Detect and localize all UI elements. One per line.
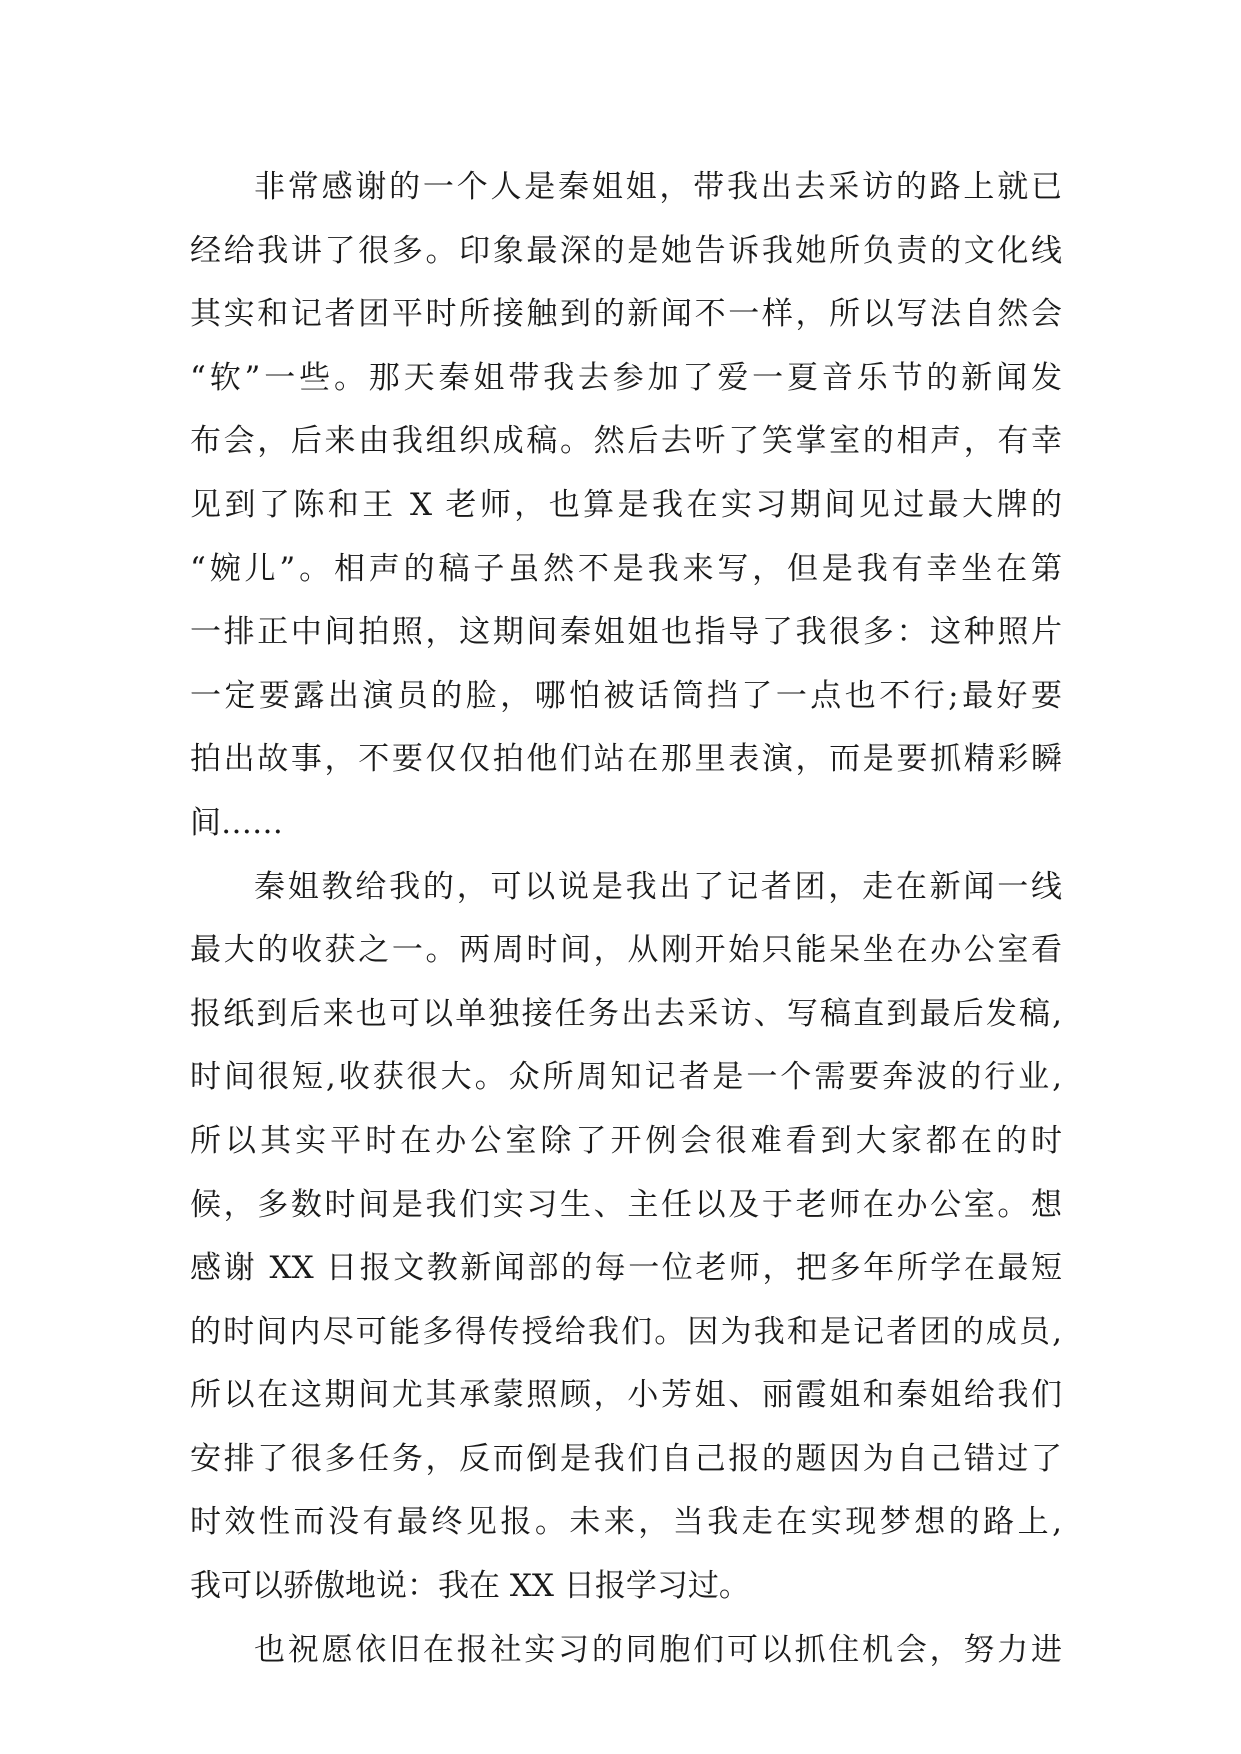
paragraph-1 (190, 156, 1062, 856)
text-line: 报纸到后来也可以单独接任务出去采访、写稿直到最后发稿, (190, 995, 1062, 1032)
text-line: 见到了陈和王 X 老师，也算是我在实习期间见过最大牌的 (190, 486, 1062, 523)
text-line: 布会，后来由我组织成稿。然后去听了笑掌室的相声，有幸 (190, 423, 1062, 460)
paragraph-3 (190, 1619, 1062, 1683)
text-line: 时间很短,收获很大。众所周知记者是一个需要奔波的行业, (190, 1059, 1062, 1096)
text-line: 候，多数时间是我们实习生、主任以及于老师在办公室。想 (190, 1186, 1062, 1223)
text-line: “软”一些。那天秦姐带我去参加了爱一夏音乐节的新闻发 (190, 359, 1062, 396)
text-line: “婉儿”。相声的稿子虽然不是我来写，但是我有幸坐在第 (190, 550, 1062, 587)
text-line: 我可以骄傲地说：我在 XX 日报学习过。 (190, 1568, 750, 1605)
text-line: 安排了很多任务，反而倒是我们自己报的题因为自己错过了 (190, 1440, 1062, 1477)
text-line: 所以在这期间尤其承蒙照顾，小芳姐、丽霞姐和秦姐给我们 (190, 1377, 1062, 1414)
text-line: 经给我讲了很多。印象最深的是她告诉我她所负责的文化线 (190, 232, 1062, 269)
text-line: 其实和记者团平时所接触到的新闻不一样，所以写法自然会 (190, 296, 1062, 333)
text-line: 所以其实平时在办公室除了开例会很难看到大家都在的时 (190, 1122, 1062, 1159)
text-line: 的时间内尽可能多得传授给我们。因为我和是记者团的成员, (190, 1313, 1062, 1350)
paragraph-2 (190, 856, 1062, 1619)
text-line: 最大的收获之一。两周时间，从刚开始只能呆坐在办公室看 (190, 932, 1062, 969)
text-line: 也祝愿依旧在报社实习的同胞们可以抓住机会，努力进 (254, 1631, 1062, 1668)
text-line: 一定要露出演员的脸，哪怕被话筒挡了一点也不行;最好要 (190, 677, 1062, 714)
text-line: 间…… (190, 804, 283, 841)
text-line: 一排正中间拍照，这期间秦姐姐也指导了我很多：这种照片 (190, 614, 1062, 651)
text-line: 时效性而没有最终见报。未来，当我走在实现梦想的路上, (190, 1504, 1062, 1541)
body-text (190, 156, 1062, 1682)
text-line: 秦姐教给我的，可以说是我出了记者团，走在新闻一线 (254, 868, 1062, 905)
text-line: 拍出故事，不要仅仅拍他们站在那里表演，而是要抓精彩瞬 (190, 741, 1062, 778)
text-line: 非常感谢的一个人是秦姐姐，带我出去采访的路上就已 (254, 169, 1062, 205)
text-line: 感谢 XX 日报文教新闻部的每一位老师，把多年所学在最短 (190, 1250, 1062, 1287)
